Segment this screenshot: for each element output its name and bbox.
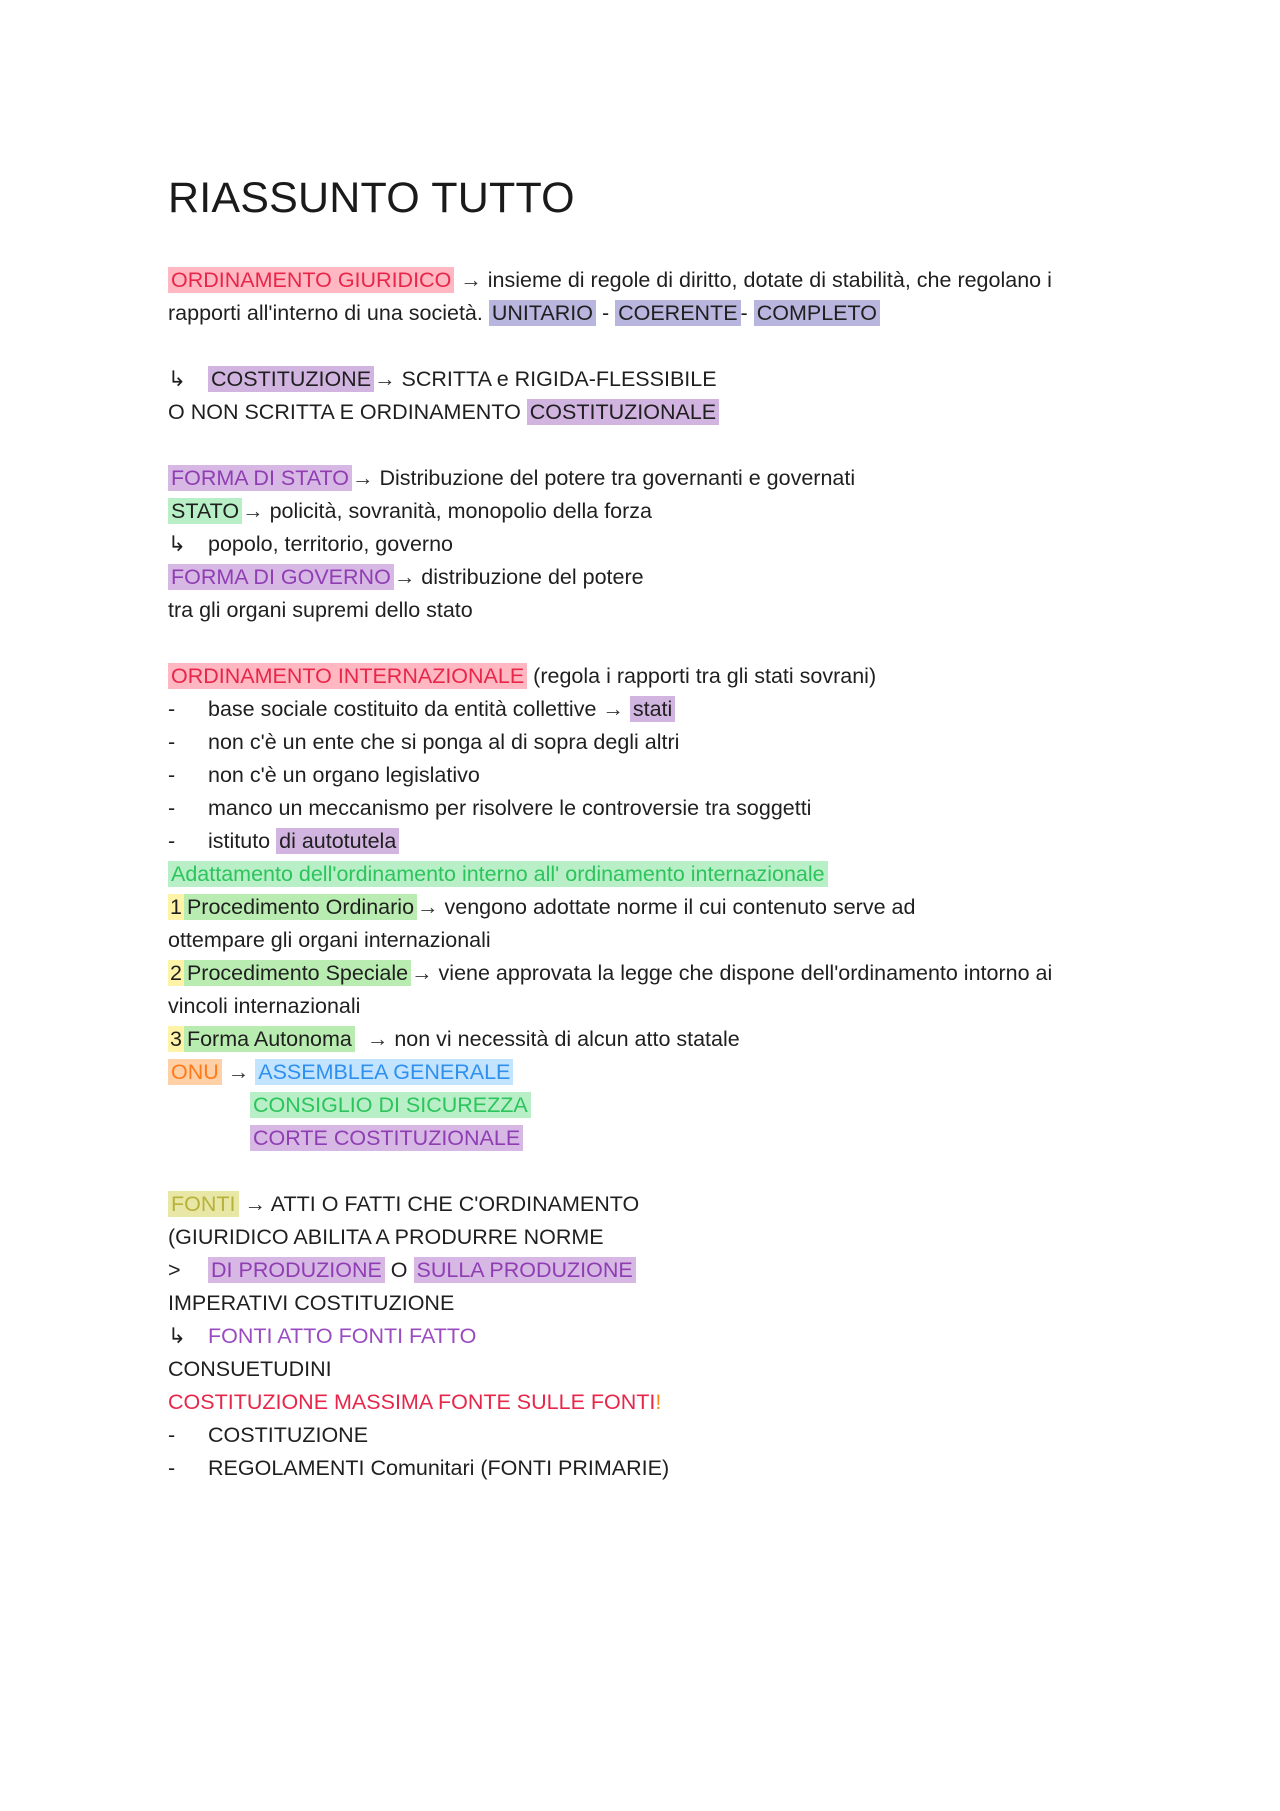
number-badge: 2 <box>170 961 182 985</box>
term-fonti-atto-fatto: FONTI ATTO FONTI FATTO <box>208 1324 477 1348</box>
corner-arrow-icon: ↳ <box>168 1324 187 1348</box>
ordinamento-giuridico-line <box>168 264 1280 297</box>
term-sulla-produzione: SULLA PRODUZIONE <box>414 1257 636 1283</box>
procedimento-2-line <box>168 957 1280 990</box>
fonti-line-2 <box>168 1221 1280 1254</box>
list-item-text: REGOLAMENTI Comunitari (FONTI PRIMARIE) <box>208 1456 670 1480</box>
keyword-coerente: COERENTE <box>615 300 740 326</box>
corner-arrow-icon: ↳ <box>168 367 187 391</box>
definition-text: CONSUETUDINI <box>168 1357 332 1381</box>
number-badge: 1 <box>170 895 182 919</box>
term-procedimento-ordinario: Procedimento Ordinario <box>184 894 417 920</box>
definition-text: ATTI O FATTI CHE C'ORDINAMENTO <box>265 1192 640 1216</box>
costituzione-line-2 <box>168 396 1280 429</box>
definition-text: (regola i rapporti tra gli stati sovrani) <box>527 664 877 688</box>
definition-text: (GIURIDICO ABILITA A PRODURRE NORME <box>168 1225 604 1249</box>
onu-line-2 <box>168 1089 1280 1122</box>
definition-text: SCRITTA e RIGIDA-FLESSIBILE <box>395 367 717 391</box>
forma-di-governo-line <box>168 561 1280 594</box>
list-item <box>168 1452 1280 1485</box>
term-di-produzione: DI PRODUZIONE <box>208 1257 385 1283</box>
spacer <box>168 429 1280 462</box>
definition-text: viene approvata la legge che dispone dell'ordinamento intorno ai <box>432 961 1053 985</box>
arrow-icon: → <box>242 499 264 523</box>
arrow-icon: → <box>411 961 433 985</box>
adattamento-line <box>168 858 1280 891</box>
keyword-stati: stati <box>630 696 675 722</box>
procedimento-1-line-2 <box>168 924 1280 957</box>
produzione-line <box>168 1254 1280 1287</box>
spacer <box>168 1155 1280 1188</box>
forma-di-stato-line <box>168 462 1280 495</box>
definition-text: IMPERATIVI COSTITUZIONE <box>168 1291 455 1315</box>
forma-di-governo-line-2 <box>168 594 1280 627</box>
term-costituzione: COSTITUZIONE <box>208 366 374 392</box>
definition-text: policità, sovranità, monopolio della forza <box>263 499 653 523</box>
dash-bullet: - <box>168 1456 176 1480</box>
term-corte-costituzionale: CORTE COSTITUZIONALE <box>250 1125 523 1151</box>
list-item-text: istituto <box>208 829 277 853</box>
onu-line-3 <box>168 1122 1280 1155</box>
procedimento-2-line-2 <box>168 990 1280 1023</box>
definition-text: insieme di regole di diritto, dotate di stabilità, che regolano i <box>481 268 1052 292</box>
term-assemblea-generale: ASSEMBLEA GENERALE <box>255 1059 513 1085</box>
spacer <box>168 627 1280 660</box>
separator: - <box>595 301 616 325</box>
term-fonti: FONTI <box>168 1191 239 1217</box>
arrow-icon: → <box>244 1192 266 1216</box>
procedimento-3-line <box>168 1023 1280 1056</box>
ordinamento-internazionale-line <box>168 660 1280 693</box>
term-costituzionale: COSTITUZIONALE <box>527 399 719 425</box>
list-item <box>168 1419 1280 1452</box>
connector-text: O <box>384 1258 414 1282</box>
definition-text: vincoli internazionali <box>168 994 361 1018</box>
costituzione-line <box>168 363 1280 396</box>
term-onu: ONU <box>168 1059 222 1085</box>
arrow-icon: → <box>366 1027 389 1051</box>
arrow-icon: → <box>460 268 482 292</box>
dash-bullet: - <box>168 829 176 853</box>
term-stato: STATO <box>168 498 242 524</box>
list-item-text: base sociale costituito da entità collettive <box>208 697 603 721</box>
term-consiglio-di-sicurezza: CONSIGLIO DI SICUREZZA <box>250 1092 531 1118</box>
term-forma-di-stato: FORMA DI STATO <box>168 465 352 491</box>
arrow-icon: → <box>227 1060 250 1084</box>
stato-sub-line <box>168 528 1280 561</box>
list-item <box>168 759 1280 792</box>
stato-line <box>168 495 1280 528</box>
dash-bullet: - <box>168 730 176 754</box>
term-ordinamento-giuridico: ORDINAMENTO GIURIDICO <box>168 267 454 293</box>
term-massima-fonte: COSTITUZIONE MASSIMA FONTE SULLE FONTI <box>168 1390 656 1414</box>
list-item <box>168 825 1280 858</box>
term-forma-autonoma: Forma Autonoma <box>184 1026 355 1052</box>
definition-text: ottempare gli organi internazionali <box>168 928 491 952</box>
term-adattamento: Adattamento dell'ordinamento interno all' ordinamento internazionale <box>168 861 828 887</box>
term-ordinamento-internazionale: ORDINAMENTO INTERNAZIONALE <box>168 663 527 689</box>
definition-text: non vi necessità di alcun atto statale <box>388 1027 740 1051</box>
consuetudini-line <box>168 1353 1280 1386</box>
fonti-atto-line <box>168 1320 1280 1353</box>
greater-than-marker: > <box>168 1258 181 1282</box>
corner-arrow-icon: ↳ <box>168 532 187 556</box>
list-item-text: non c'è un ente che si ponga al di sopra degli altri <box>208 730 680 754</box>
definition-text: vengono adottate norme il cui contenuto serve ad <box>438 895 916 919</box>
arrow-icon: → <box>602 697 624 721</box>
ordinamento-giuridico-line-2 <box>168 297 1280 330</box>
definition-text: Distribuzione del potere tra governanti e governati <box>373 466 856 490</box>
list-item <box>168 693 1280 726</box>
keyword-completo: COMPLETO <box>754 300 880 326</box>
arrow-icon: → <box>351 466 374 490</box>
number-badge: 3 <box>170 1027 182 1051</box>
procedimento-1-line <box>168 891 1280 924</box>
list-item <box>168 726 1280 759</box>
definition-text: tra gli organi supremi dello stato <box>168 598 473 622</box>
dash-bullet: - <box>168 697 176 721</box>
term-forma-di-governo: FORMA DI GOVERNO <box>168 564 394 590</box>
dash-bullet: - <box>168 763 176 787</box>
arrow-icon: → <box>374 367 396 391</box>
definition-text: distribuzione del potere <box>415 565 644 589</box>
onu-line <box>168 1056 1280 1089</box>
dash-bullet: - <box>168 1423 176 1447</box>
arrow-icon: → <box>393 565 416 589</box>
definition-text: O NON SCRITTA E ORDINAMENTO <box>168 400 527 424</box>
term-procedimento-speciale: Procedimento Speciale <box>184 960 411 986</box>
definition-text: rapporti all'interno di una società. <box>168 301 489 325</box>
arrow-icon: → <box>417 895 439 919</box>
dash-bullet: - <box>168 796 176 820</box>
separator: - <box>740 301 754 325</box>
massima-fonte-line <box>168 1386 1280 1419</box>
keyword-unitario: UNITARIO <box>489 300 596 326</box>
list-item-text: manco un meccanismo per risolvere le controversie tra soggetti <box>208 796 812 820</box>
definition-text: popolo, territorio, governo <box>208 532 454 556</box>
keyword-autotutela: di autotutela <box>276 828 399 854</box>
imperativi-line <box>168 1287 1280 1320</box>
list-item-text: non c'è un organo legislativo <box>208 763 480 787</box>
list-item <box>168 792 1280 825</box>
exclamation-mark: ! <box>655 1390 662 1414</box>
fonti-line <box>168 1188 1280 1221</box>
page-title: RIASSUNTO TUTTO <box>168 174 575 222</box>
list-item-text: COSTITUZIONE <box>208 1423 369 1447</box>
spacer <box>168 330 1280 363</box>
